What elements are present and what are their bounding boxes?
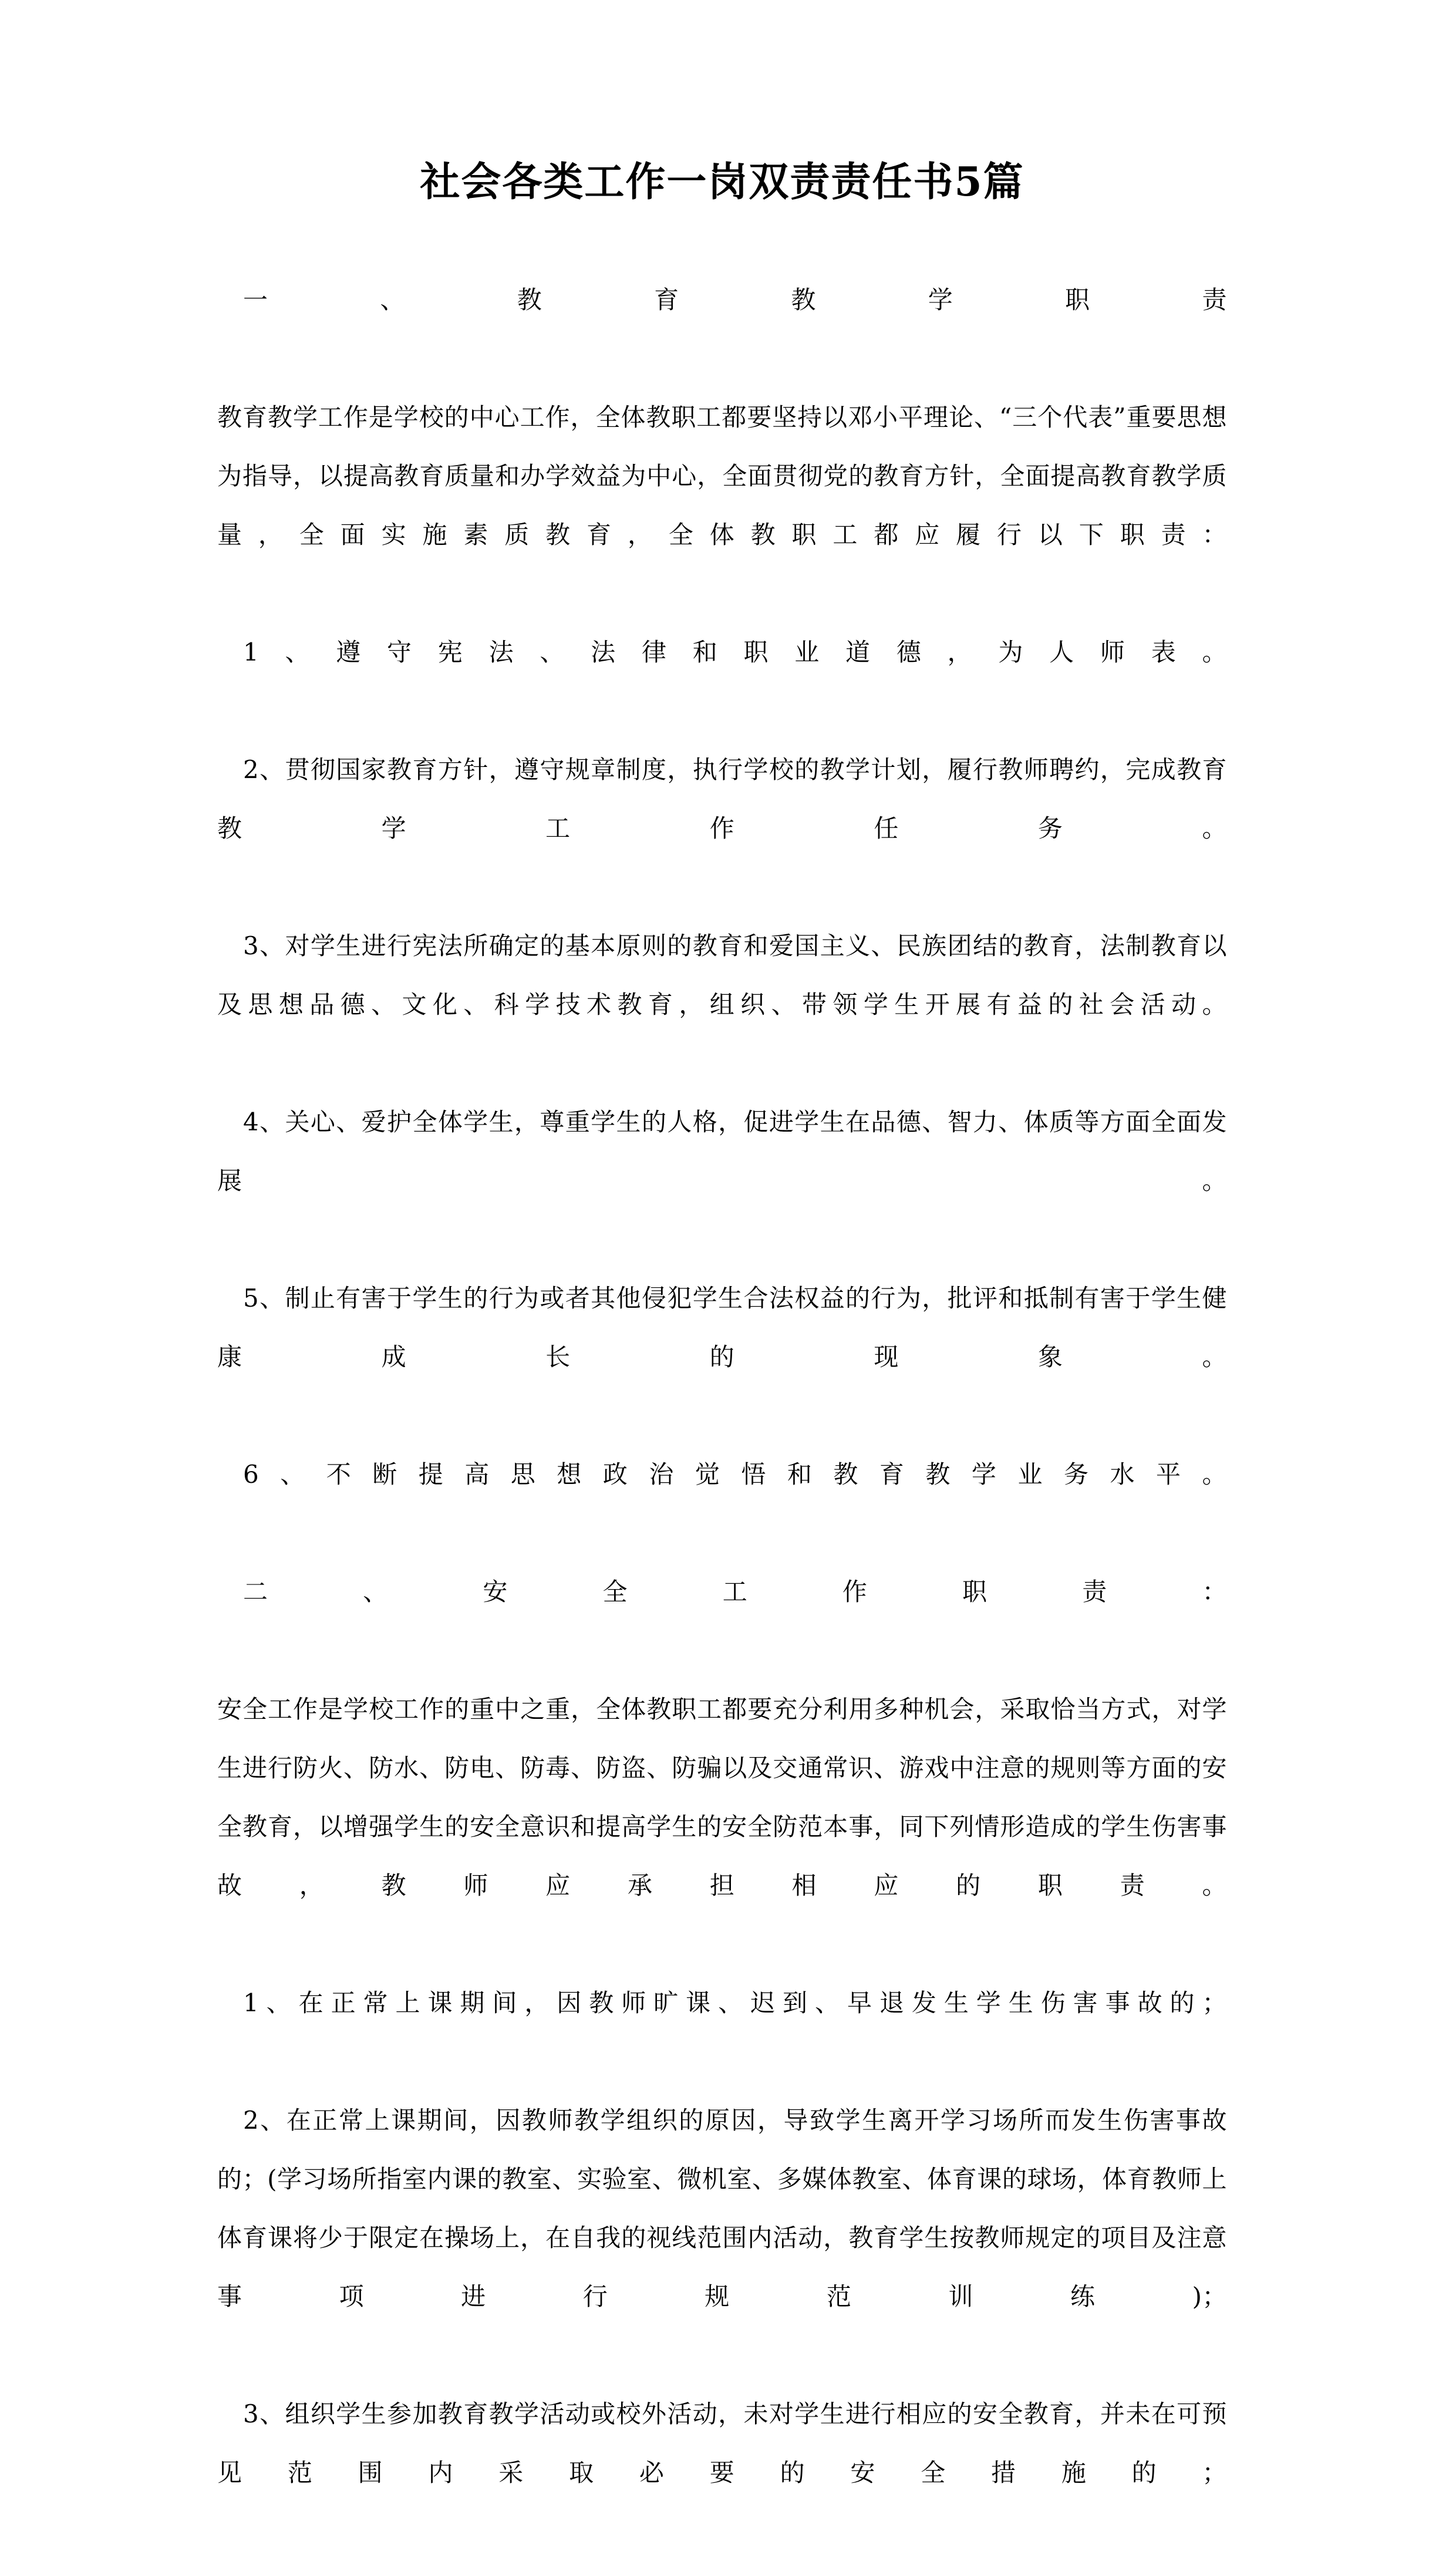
section-2-item-3: 3、组织学生参加教育教学活动或校外活动，未对学生进行相应的安全教育，并未在可预见范围内采取必要的安全措施的； <box>217 2400 1227 2487</box>
section-1-item-2: 2、贯彻国家教育方针，遵守规章制度，执行学校的教学计划，履行教师聘约，完成教育教学工作任务。 <box>217 755 1227 843</box>
document-body <box>217 271 1227 2561</box>
section-1-item-5: 5、制止有害于学生的行为或者其他侵犯学生合法权益的行为，批评和抵制有害于学生健康成长的现象。 <box>217 1284 1227 1371</box>
section-2-item-2: 2、在正常上课期间，因教师教学组织的原因，导致学生离开学习场所而发生伤害事故的；(学习场所指室内课的教室、实验室、微机室、多媒体教室、体育课的球场，体育教师上体育课将少于限定在操场上，在自我的视线范围内活动，教育学生按教师规定的项目及注意事项进行规范训练)； <box>217 2106 1227 2311</box>
section-1-heading: 一、教育教学职责 <box>243 285 1227 314</box>
section-1-item-4: 4、关心、爱护全体学生，尊重学生的人格，促进学生在品德、智力、体质等方面全面发展。 <box>217 1108 1227 1195</box>
section-1-item-3: 3、对学生进行宪法所确定的基本原则的教育和爱国主义、民族团结的教育，法制教育以及思想品德、文化、科学技术教育，组织、带领学生开展有益的社会活动。 <box>217 931 1227 1019</box>
section-1-item-1: 1、遵守宪法、法律和职业道德，为人师表。 <box>243 638 1227 667</box>
section-2-item-1: 1、在正常上课期间，因教师旷课、迟到、早退发生学生伤害事故的； <box>243 1988 1227 2017</box>
page-title: 社会各类工作一岗双责责任书5篇 <box>420 159 1024 206</box>
section-1-item-6: 6、不断提高思想政治觉悟和教育教学业务水平。 <box>243 1460 1227 1489</box>
section-2-intro: 安全工作是学校工作的重中之重，全体教职工都要充分利用多种机会，采取恰当方式，对学生进行防火、防水、防电、防毒、防盗、防骗以及交通常识、游戏中注意的规则等方面的安全教育，以增强学生的安全意识和提高学生的安全防范本事，同下列情形造成的学生伤害事故，教师应承担相应的职责。 <box>217 1695 1227 1900</box>
section-2-heading: 二、安全工作职责： <box>243 1577 1227 1606</box>
section-1-intro: 教育教学工作是学校的中心工作，全体教职工都要坚持以邓小平理论、“三个代表”重要思想为指导，以提高教育质量和办学效益为中心，全面贯彻党的教育方针，全面提高教育教学质量，全面实施素质教育，全体教职工都应履行以下职责： <box>217 403 1227 549</box>
page-content <box>217 0 1227 2561</box>
